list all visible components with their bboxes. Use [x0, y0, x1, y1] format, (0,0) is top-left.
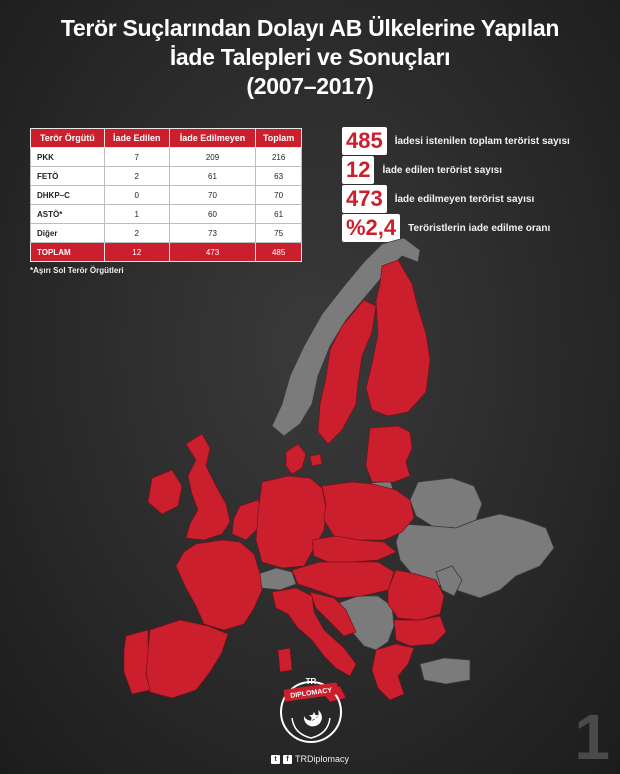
- eu-countries: [124, 260, 446, 702]
- cell-total: 75: [256, 224, 302, 243]
- stat-label: İadesi istenilen toplam terörist sayısı: [394, 135, 570, 147]
- eu-country: [186, 434, 230, 540]
- row-label: PKK: [31, 148, 105, 167]
- cell-extradited: 2: [104, 167, 169, 186]
- social-footer: [0, 754, 620, 764]
- cell-extradited: 7: [104, 148, 169, 167]
- col-header-not-extradited: İade Edilmeyen: [169, 129, 256, 148]
- col-header-extradited: İade Edilen: [104, 129, 169, 148]
- total-not-extradited: 473: [169, 243, 256, 262]
- cell-extradited: 2: [104, 224, 169, 243]
- col-header-total: Toplam: [256, 129, 302, 148]
- row-label: Diğer: [31, 224, 105, 243]
- title-line-2: İade Talepleri ve Sonuçları: [169, 44, 451, 70]
- total-label: TOPLAM: [31, 243, 105, 262]
- eu-country: [176, 540, 262, 630]
- stat-value: %2,4: [342, 214, 400, 242]
- table-footnote: *Aşırı Sol Terör Örgütleri: [30, 266, 124, 275]
- social-handle: TRDiplomacy: [294, 754, 349, 764]
- facebook-icon: f: [283, 755, 292, 764]
- cell-total: 61: [256, 205, 302, 224]
- logo-arc-text: DIPLOMACY: [289, 687, 333, 700]
- eu-country: [310, 454, 322, 466]
- eu-country: [292, 562, 394, 598]
- non-eu-country: [258, 568, 296, 590]
- eu-country: [286, 444, 306, 474]
- cell-extradited: 0: [104, 186, 169, 205]
- cell-not-extradited: 70: [169, 186, 256, 205]
- non-eu-country: [410, 478, 482, 528]
- stat-label: İade edilen terörist sayısı: [382, 164, 502, 176]
- twitter-icon: t: [271, 755, 280, 764]
- stat-value: 12: [342, 156, 374, 184]
- eu-country: [146, 620, 228, 698]
- row-label: DHKP–C: [31, 186, 105, 205]
- row-label: ASTÖ*: [31, 205, 105, 224]
- star-crescent-laurel-icon: [292, 710, 330, 738]
- stat-label: İade edilmeyen terörist sayısı: [394, 193, 535, 205]
- cell-total: 216: [256, 148, 302, 167]
- cell-total: 70: [256, 186, 302, 205]
- stat-value: 485: [342, 127, 387, 155]
- eu-country: [366, 426, 412, 482]
- cell-not-extradited: 209: [169, 148, 256, 167]
- logo-top-text: TR: [305, 677, 317, 686]
- non-eu-country: [420, 658, 470, 684]
- stat-label: Teröristlerin iade edilme oranı: [408, 222, 551, 234]
- eu-country: [278, 648, 292, 672]
- row-label: FETÖ: [31, 167, 105, 186]
- eu-country: [394, 616, 446, 646]
- trdiplomacy-logo: [278, 672, 344, 752]
- cell-total: 63: [256, 167, 302, 186]
- page-number: 1: [574, 701, 610, 773]
- cell-not-extradited: 73: [169, 224, 256, 243]
- stat-value: 473: [342, 185, 387, 213]
- eu-country: [322, 482, 414, 540]
- total-sum: 485: [256, 243, 302, 262]
- eu-country: [372, 644, 414, 700]
- cell-not-extradited: 61: [169, 167, 256, 186]
- eu-country: [124, 630, 150, 694]
- col-header-organization: Terör Örgütü: [31, 129, 105, 148]
- eu-country: [148, 470, 182, 514]
- cell-not-extradited: 60: [169, 205, 256, 224]
- title-line-1: Terör Suçlarından Dolayı AB Ülkelerine Yapılan: [60, 15, 560, 41]
- title-line-3: (2007–2017): [246, 73, 374, 99]
- cell-extradited: 1: [104, 205, 169, 224]
- total-extradited: 12: [104, 243, 169, 262]
